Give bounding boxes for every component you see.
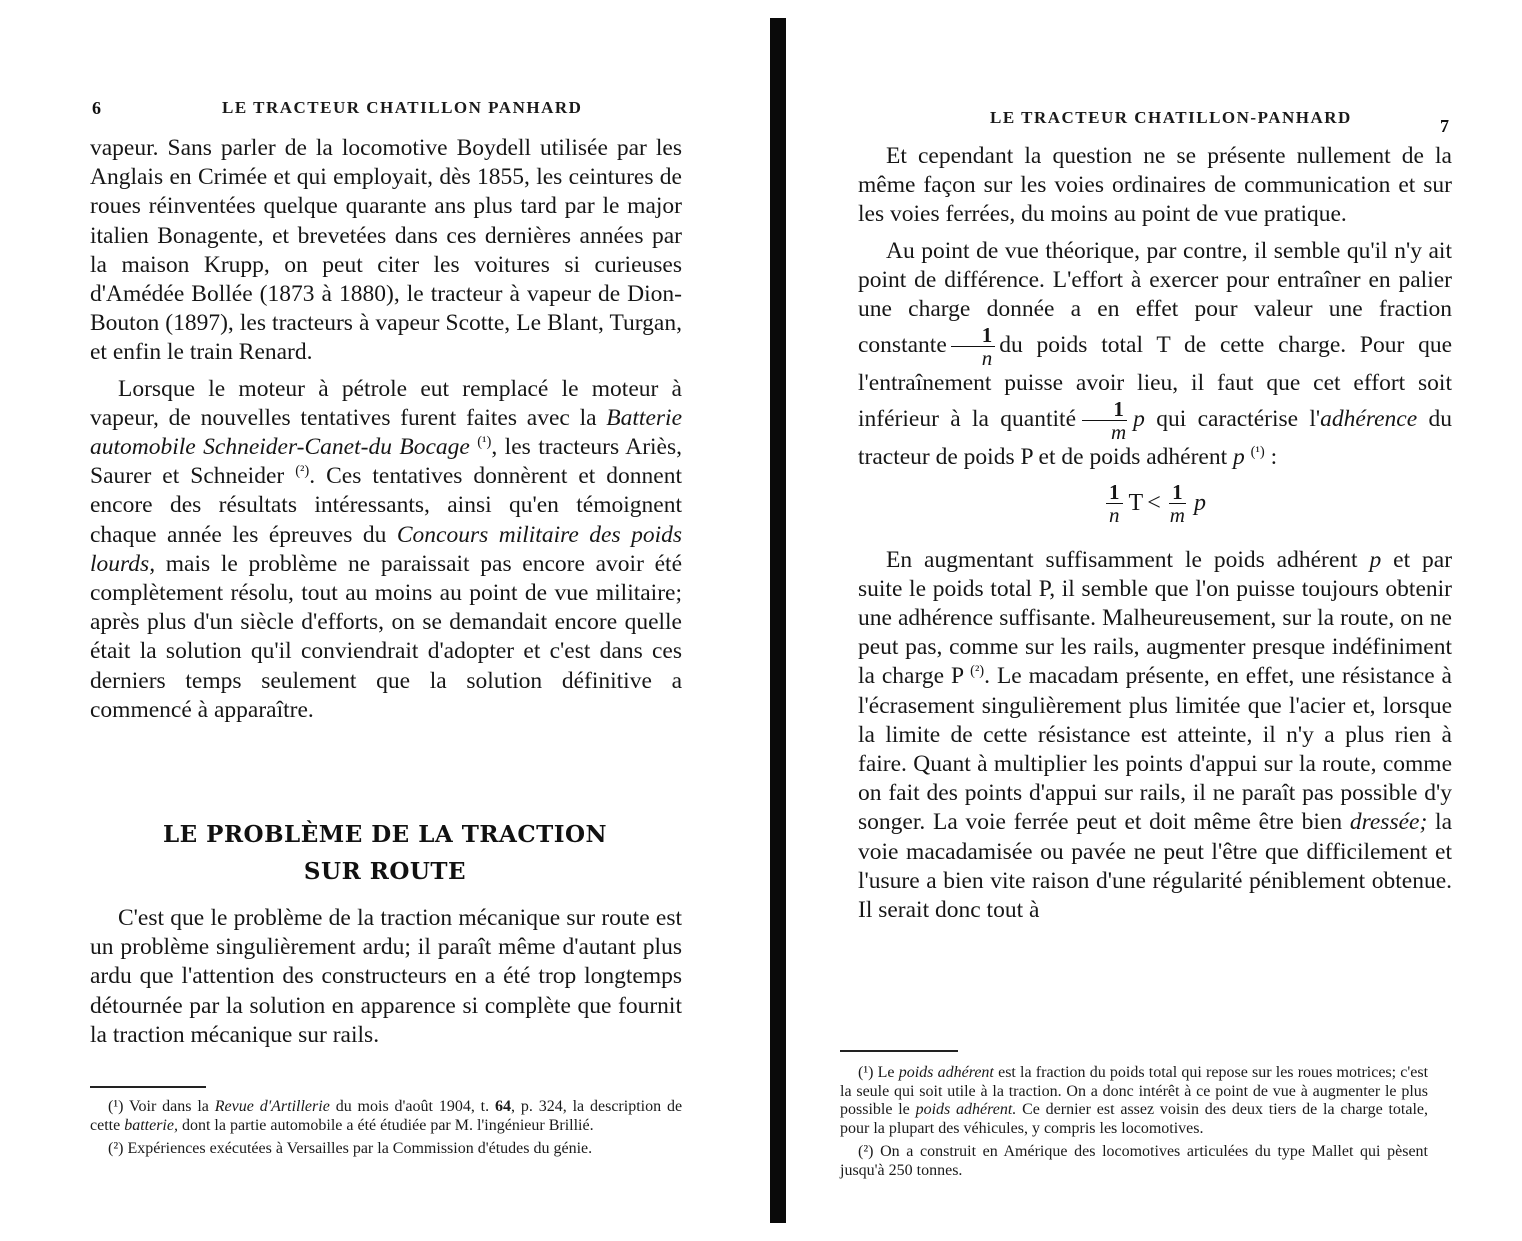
text-run: , les tracteurs Ariès, Saurer et Schneider [90,434,683,490]
text-run: En augmentant suffisamment le poids adhérent [886,546,1358,573]
footnote-ref: (²) [295,463,310,480]
page-number: 6 [92,98,101,118]
fraction-1-over-m [1080,398,1129,443]
footnotes [840,1064,1428,1181]
footnote [90,1140,682,1159]
fraction-numerator: 1 [1082,398,1127,421]
fraction-1-over-n [951,324,996,369]
paragraph: Et cependant la question ne se présente nullement de la même façon sur les voies ordinaires de communication et sur les voies ferrées, du moins au point de vue pratique. [858,143,1452,228]
footnote-mark: (¹) [108,1098,124,1115]
footnote-rule [840,1050,958,1052]
italic-text: Revue d'Artillerie [214,1098,330,1115]
text-run: , p. 324, la description de cette [90,1098,683,1134]
page-number: 7 [1440,116,1449,136]
text-run: du tracteur de poids P et de poids adhérent [858,406,1453,471]
footnote-rule [90,1086,206,1088]
math-variable: p [1233,444,1245,471]
footnote-ref: (²) [970,663,985,680]
footnote-ref: (¹) [477,434,492,451]
body-text-bottom [90,904,682,1050]
text-run: Le [877,1064,895,1081]
text-run: Voir dans la [129,1098,209,1115]
italic-text: Concours militaire des poids lourds, [90,521,683,577]
footnote [90,1098,682,1135]
fraction-1-over-m [1167,481,1188,526]
body-text-top [90,134,682,725]
fraction-numerator: 1 [951,324,996,347]
text-run: la voie macadamisée ou pavée ne peut l'être que difficilement et l'usure a bien vite raison d'une régularité péniblement obtenue. Il serait donc tout à [858,809,1453,924]
fraction-denominator: n [1109,502,1120,527]
text-run: . Ces tentatives donnèrent et donnent encore des résultats intéressants, ainsi qu'en témoignent chaque année les épreuves du [90,463,682,548]
text-run: est la fraction du poids total qui repose sur les roues motrices; c'est la seule qui soit utile à la traction. On a donc intérêt à ce point de vue à augmenter le plus possible le [840,1064,1429,1119]
footnotes [90,1098,682,1159]
text-run: qui caractérise l' [1156,406,1321,433]
paragraph [858,237,1452,473]
formula-term: p [1193,489,1206,516]
footnote [840,1143,1428,1180]
paragraph: vapeur. Sans parler de la locomotive Boydell utilisée par les Anglais en Crimée et qui employait, dès 1855, les ceintures de roues réinventées quelque quarante ans plus tard par le major italien Bonagente, et brevetées dans ces dernières années par la maison Krupp, on peut citer les voitures si curieuses d'Amédée Bollée (1873 à 1880), le tracteur à vapeur de Dion-Bouton (1897), les tracteurs à vapeur Scotte, Le Blant, Turgan, et enfin le train Renard. [90,135,682,366]
italic-text: poids adhérent [898,1064,994,1081]
italic-text: poids adhérent. [915,1101,1017,1119]
text-run: Lorsque le moteur à pétrole eut remplacé le moteur à vapeur, de nouvelles tentatives furent faites avec la [90,375,682,431]
math-variable: p [1369,546,1382,573]
text-run: Ce dernier est assez voisin des deux tiers de la charge totale, pour la plupart des véhicules, y compris les locomotives. [840,1101,1429,1137]
math-variable: p [1133,406,1145,433]
section-heading [90,816,680,890]
text-run: On a construit en Amérique des locomotives articulées du type Mallet qui pèsent jusqu'à 250 tonnes. [840,1143,1429,1179]
heading-line: LE PROBLÈME DE LA TRACTION [162,821,608,848]
fraction-denominator: m [1111,420,1127,445]
running-head: LE TRACTEUR CHATILLON-PANHARD [990,108,1352,127]
italic-text: Batterie automobile Schneider-Canet-du Bocage [90,404,682,461]
paragraph: C'est que le problème de la traction mécanique sur route est un problème singulièrement ardu; il paraît même d'autant plus ardu que l'attention des constructeurs en a été trop longtemps détournée par la solution en apparence si complète que fournit la traction mécanique sur rails. [90,905,682,1048]
italic-text: batterie, [124,1116,178,1134]
footnote [840,1064,1428,1138]
left-page [0,0,760,1241]
text-run: . Le macadam présente, en effet, une résistance à l'écrasement singulièrement plus limitée que l'acier et, lorsque la limite de cette résistance est atteinte, il n'y a plus rien à faire. Quant à multiplier les points d'appui sur la route, comme on fait des points d'appui sur rails, il ne paraît pas possible d'y songer. La voie ferrée peut et doit même être bien [858,663,1452,836]
heading-line: SUR ROUTE [303,858,467,885]
text-run: dont la partie automobile a été étudiée par M. l'ingénieur Brillié. [181,1116,594,1134]
paragraph [858,546,1452,926]
right-page [780,0,1522,1241]
paragraph [90,375,682,725]
text-run: Au point de vue théorique, par contre, il semble qu'il n'y ait point de différence. L'effort à exercer pour entraîner en palier une charge donnée a en effet pour valeur une fraction constante [858,237,1452,359]
bold-text: 64 [495,1098,511,1115]
fraction-denominator: n [981,346,993,371]
inequality-formula [858,481,1452,526]
italic-text: dressée; [1349,809,1428,836]
running-head: LE TRACTEUR CHATILLON PANHARD [222,98,583,117]
footnote-mark: (¹) [858,1064,874,1081]
text-run: du poids total T de cette charge. Pour que l'entraînement puisse avoir lieu, il faut que cet effort soit inférieur à la quantité [858,332,1452,433]
text-run: du mois d'août 1904, t. [335,1098,490,1115]
footnote-ref: (¹) [1250,444,1265,461]
body-text [858,142,1452,925]
italic-text: adhérence [1320,406,1418,433]
fraction-numerator: 1 [1106,481,1123,504]
footnote-mark: (²) [858,1143,874,1161]
formula-term: T [1128,489,1144,516]
text-run: mais le problème ne paraissait pas encore avoir été complètement résolu, tout au moins au point de vue militaire; après plus d'un siècle d'efforts, on se demandait encore quelle était la solution qu'il conviendrait d'adopter et c'est dans ces derniers temps seulement que la solution définitive a commencé à apparaître. [90,550,682,723]
footnote-mark: (²) [108,1140,124,1158]
fraction-1-over-n [1106,481,1123,526]
formula-operator: < [1147,489,1161,516]
fraction-numerator: 1 [1169,481,1186,504]
text-run: : [1270,444,1278,471]
fraction-denominator: m [1169,502,1185,527]
text-run: Expériences exécutées à Versailles par la Commission d'études du génie. [127,1140,593,1158]
text-run: et par suite le poids total P, il semble que l'on puisse toujours obtenir une adhérence suffisante. Malheureusement, sur la route, on ne peut pas, comme sur les rails, augmenter presque indéfiniment la charge P [858,546,1453,690]
